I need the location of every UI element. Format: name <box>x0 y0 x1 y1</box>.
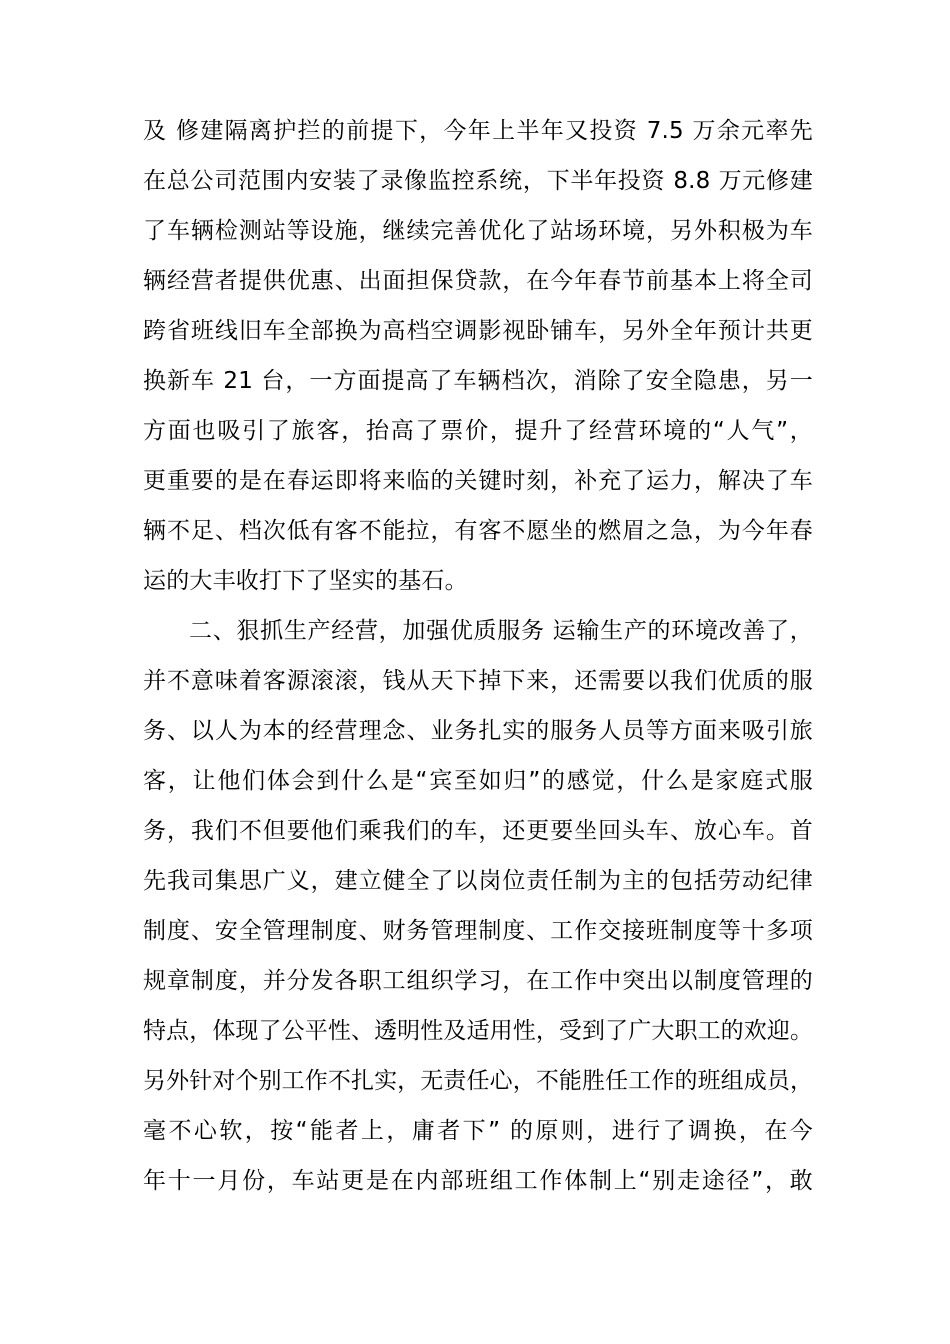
text-line: 客，让他们体会到什么是“宾至如归”的感觉，什么是家庭式服 <box>143 768 813 794</box>
text-line: 先我司集思广义，建立健全了以岗位责任制为主的包括劳动纪律 <box>143 868 813 894</box>
text-line: 在总公司范围内安装了录像监控系统，下半年投资 8.8 万元修建 <box>143 168 813 194</box>
text-line: 辆不足、档次低有客不能拉，有客不愿坐的燃眉之急，为今年春 <box>143 518 813 544</box>
text-line: 制度、安全管理制度、财务管理制度、工作交接班制度等十多项 <box>143 918 813 944</box>
text-line: 并不意味着客源滚滚，钱从天下掉下来，还需要以我们优质的服 <box>143 668 813 694</box>
text-line: 了车辆检测站等设施，继续完善优化了站场环境，另外积极为车 <box>143 218 813 244</box>
body-text <box>143 106 813 1206</box>
text-line: 及 修建隔离护拦的前提下，今年上半年又投资 7.5 万余元率先 <box>143 118 813 144</box>
text-line: 换新车 21 台，一方面提高了车辆档次，消除了安全隐患，另一 <box>143 368 813 394</box>
text-line: 毫不心软，按“能者上，庸者下” 的原则，进行了调换，在今 <box>143 1118 813 1144</box>
text-line: 方面也吸引了旅客，抬高了票价，提升了经营环境的“人气”， <box>143 418 813 444</box>
text-line: 年十一月份，车站更是在内部班组工作体制上“别走途径”，敢 <box>143 1168 813 1194</box>
text-line: 跨省班线旧车全部换为高档空调影视卧铺车，另外全年预计共更 <box>143 318 813 344</box>
text-line: 务、以人为本的经营理念、业务扎实的服务人员等方面来吸引旅 <box>143 718 813 744</box>
text-line: 特点，体现了公平性、透明性及适用性，受到了广大职工的欢迎。 <box>143 1018 813 1044</box>
text-line: 更重要的是在春运即将来临的关键时刻，补充了运力，解决了车 <box>143 468 813 494</box>
text-line: 务，我们不但要他们乘我们的车，还更要坐回头车、放心车。首 <box>143 818 813 844</box>
text-line: 辆经营者提供优惠、出面担保贷款，在今年春节前基本上将全司 <box>143 268 813 294</box>
paragraph-last-line: 运的大丰收打下了坚实的基石。 <box>143 568 468 594</box>
text-line: 另外针对个别工作不扎实，无责任心，不能胜任工作的班组成员， <box>143 1068 813 1094</box>
text-line: 规章制度，并分发各职工组织学习，在工作中突出以制度管理的 <box>143 968 813 994</box>
section-heading-line: 二、狠抓生产经营，加强优质服务 运输生产的环境改善了， <box>189 618 813 644</box>
